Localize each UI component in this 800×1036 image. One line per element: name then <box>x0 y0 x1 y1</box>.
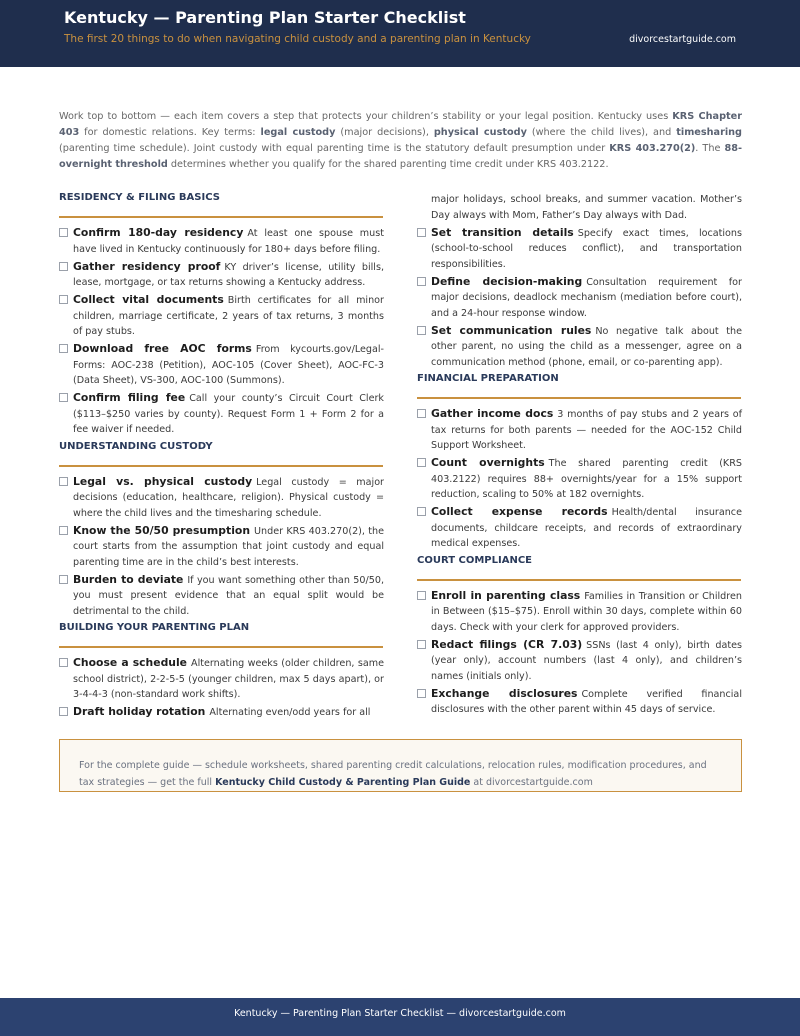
checklist-item <box>59 704 384 721</box>
checklist-item <box>417 225 742 273</box>
checklist-item-title: Download free AOC forms <box>73 342 252 355</box>
list-item-continuation: major holidays, school breaks, and summer vacation. Mother’s Day always with Mom, Father’s Day always with Dad. <box>431 194 742 221</box>
section-divider <box>59 465 383 467</box>
checklist-item-title: Enroll in parenting class <box>431 588 581 602</box>
checkbox[interactable] <box>59 477 68 486</box>
checklist-item-description: Alternating weeks (older children, same school district), 2-2-5-5 (younger children, max 5 days apart), or 3-4-4-3 (non-standard work shifts). <box>73 658 384 700</box>
checklist-item-title: Know the 50/50 presumption <box>73 523 251 537</box>
checklist-item-description: Call your county’s Circuit Court Clerk ($113–$250 varies by county). Request Form 1 + Form 2 for a fee waiver if needed. <box>73 393 384 435</box>
checkbox[interactable] <box>59 658 68 667</box>
intro-paragraph: Work top to bottom — each item covers a step that protects your children’s stability or your legal position. Kentucky uses KRS Chapter 403 for domestic relations. Key terms: legal custody (major decisions), physical custody (where the child lives), and timesharing (parenting time schedule). Joint custody with equal parenting time is the statutory default presumption under KRS 403.270(2). The 88-overnight threshold determines whether you qualify for the shared parenting time credit under KRS 403.2122. <box>59 111 743 170</box>
checklist-plan <box>59 655 384 721</box>
checklist-item <box>417 455 742 503</box>
checklist-item-description: If you want something other than 50/50, you must present evidence that an equal split would be detrimental to the child. <box>73 574 384 617</box>
checklist-item-title: Exchange disclosures <box>431 686 578 700</box>
checklist-item-description: Birth certificates for all minor children, marriage certificate, 2 years of tax returns, 3 months of pay stubs. <box>73 295 384 337</box>
checklist-item-title: Set transition details <box>431 225 574 239</box>
checklist-item-title: Define decision-making <box>431 274 583 288</box>
checklist-item-title: Gather income docs <box>431 407 554 420</box>
checkbox[interactable] <box>417 689 426 698</box>
checklist-item-title: Set communication rules <box>431 323 592 337</box>
checklist-item-description: Specify exact times, locations (school-to-school reduces conflict), and transportation responsibilities. <box>431 227 743 270</box>
section-title-court: COURT COMPLIANCE <box>417 554 533 566</box>
site-link[interactable]: divorcestartguide.com <box>629 34 736 45</box>
section-divider <box>417 579 741 581</box>
checklist-item <box>59 225 384 257</box>
checkbox[interactable] <box>59 262 68 271</box>
checkbox[interactable] <box>417 277 426 286</box>
checklist-item <box>417 686 742 718</box>
checklist-item-description: At least one spouse must have lived in Kentucky continuously for 180+ days before filing. <box>73 228 384 255</box>
checklist-item-description: Complete verified financial disclosures with the other parent within 45 days of service. <box>431 688 742 715</box>
checklist-item-title: Gather residency proof <box>73 259 221 273</box>
checkbox[interactable] <box>59 295 68 304</box>
checklist-item-title: Collect expense records <box>431 505 608 518</box>
checklist-item-description: Families in Transition or Children in Between ($15–$75). Enroll within 30 days, complete within 60 days. Check with your clerk for approved providers. <box>431 590 742 633</box>
checklist-item-description: Under KRS 403.270(2), the court starts from the assumption that joint custody and equal parenting time are in the child’s best interests. <box>73 525 384 568</box>
checkbox[interactable] <box>59 707 68 716</box>
checklist-item-description: No negative talk about the other parent, no using the child as a messenger, agree on a communication method (phone, email, or co-parenting app). <box>431 325 742 368</box>
checklist-item-title: Legal vs. physical custody <box>73 474 253 488</box>
footer-text: Kentucky — Parenting Plan Starter Checklist — divorcestartguide.com <box>234 1008 566 1019</box>
checklist-item-title: Redact filings (CR 7.03) <box>431 637 583 651</box>
checklist-item <box>59 655 384 703</box>
page-subtitle: The first 20 things to do when navigating child custody and a parenting plan in Kentucky <box>64 33 531 45</box>
checklist-item-title: Burden to deviate <box>73 572 184 586</box>
checkbox[interactable] <box>59 526 68 535</box>
checklist-item <box>417 323 742 371</box>
section-divider <box>417 397 741 399</box>
checkbox[interactable] <box>417 409 426 418</box>
page-title: Kentucky — Parenting Plan Starter Checklist <box>64 8 466 27</box>
checkbox[interactable] <box>59 228 68 237</box>
checkbox[interactable] <box>417 458 426 467</box>
checklist-item <box>59 292 384 340</box>
left-column <box>59 192 384 722</box>
checklist-item-title: Choose a schedule <box>73 656 188 669</box>
checklist-item-description: Legal custody = major decisions (education, healthcare, religion). Physical custody = where the child lives and the timesharing schedule. <box>73 476 385 519</box>
checkbox[interactable] <box>59 575 68 584</box>
checklist-item-description: KY driver’s license, utility bills, lease, mortgage, or tax returns showing a Kentucky address. <box>73 261 384 288</box>
checkbox[interactable] <box>59 393 68 402</box>
checklist-item-title: Draft holiday rotation <box>73 705 206 718</box>
callout-text: For the complete guide — schedule worksheets, shared parenting credit calculations, relocation rules, modification procedures, and tax strategies — get the full Kentucky Child Custody & Parenting Plan Guide at divorcestartguide.com <box>79 760 707 788</box>
checkbox[interactable] <box>417 507 426 516</box>
checklist-item-description: SSNs (last 4 only), birth dates (year only), account numbers (last 4 only), and children’s names (initials only). <box>431 639 742 682</box>
checklist-plan-continued <box>417 225 742 371</box>
checkbox[interactable] <box>417 228 426 237</box>
checklist-item <box>417 637 742 685</box>
checklist-item <box>59 341 384 389</box>
checklist-item-description: 3 months of pay stubs and 2 years of tax returns for both parents — needed for the AOC-152 Child Support Worksheet. <box>431 409 742 451</box>
checklist-custody <box>59 474 384 620</box>
section-title-plan: BUILDING YOUR PARENTING PLAN <box>59 622 250 633</box>
checkbox[interactable] <box>417 326 426 335</box>
guide-link[interactable]: Kentucky Child Custody & Parenting Plan Guide <box>215 777 471 788</box>
page-footer <box>0 998 800 1036</box>
checklist-item <box>59 474 384 522</box>
checklist-item-title: Confirm 180-day residency <box>73 226 244 239</box>
section-title-custody: UNDERSTANDING CUSTODY <box>59 440 213 452</box>
checklist-item-description: The shared parenting credit (KRS 403.2122) requires 88+ overnights/year for a 15% support reduction, scaling to 50% at 182 overnights. <box>431 458 742 500</box>
checklist-residency <box>59 225 384 438</box>
checklist-item <box>59 259 384 291</box>
checkbox[interactable] <box>417 591 426 600</box>
checklist-item-title: Confirm filing fee <box>73 391 186 404</box>
checklist-item-description: Health/dental insurance documents, childcare receipts, and records of extraordinary medical expenses. <box>431 507 742 549</box>
checklist-item <box>59 523 384 571</box>
guide-callout <box>59 739 742 792</box>
section-divider <box>59 646 383 648</box>
checklist-item <box>417 588 742 636</box>
checklist-item <box>417 274 742 322</box>
checklist-item <box>59 390 384 438</box>
checklist-item <box>59 572 384 620</box>
checklist-item-title: Count overnights <box>431 456 545 469</box>
checklist-item-description: Consultation requirement for major decisions, deadlock mechanism (mediation before court), and a 24-hour response window. <box>431 276 742 319</box>
checkbox[interactable] <box>417 640 426 649</box>
checkbox[interactable] <box>59 344 68 353</box>
checklist-item <box>417 504 742 552</box>
section-divider <box>59 216 383 218</box>
checklist-item-description: From kycourts.gov/Legal-Forms: AOC-238 (Petition), AOC-105 (Cover Sheet), AOC-FC-3 (Data Sheet), VS-300, AOC-100 (Summons). <box>73 344 384 386</box>
checklist-item-description: Alternating even/odd years for all <box>209 707 371 718</box>
section-title-residency: RESIDENCY & FILING BASICS <box>59 192 220 203</box>
section-title-financial: FINANCIAL PREPARATION <box>417 373 559 384</box>
checklist-court <box>417 588 742 718</box>
right-column <box>417 192 742 719</box>
checklist-financial <box>417 406 742 552</box>
page-header <box>0 0 800 67</box>
checklist-item-title: Collect vital documents <box>73 293 224 306</box>
checklist-item <box>417 406 742 454</box>
